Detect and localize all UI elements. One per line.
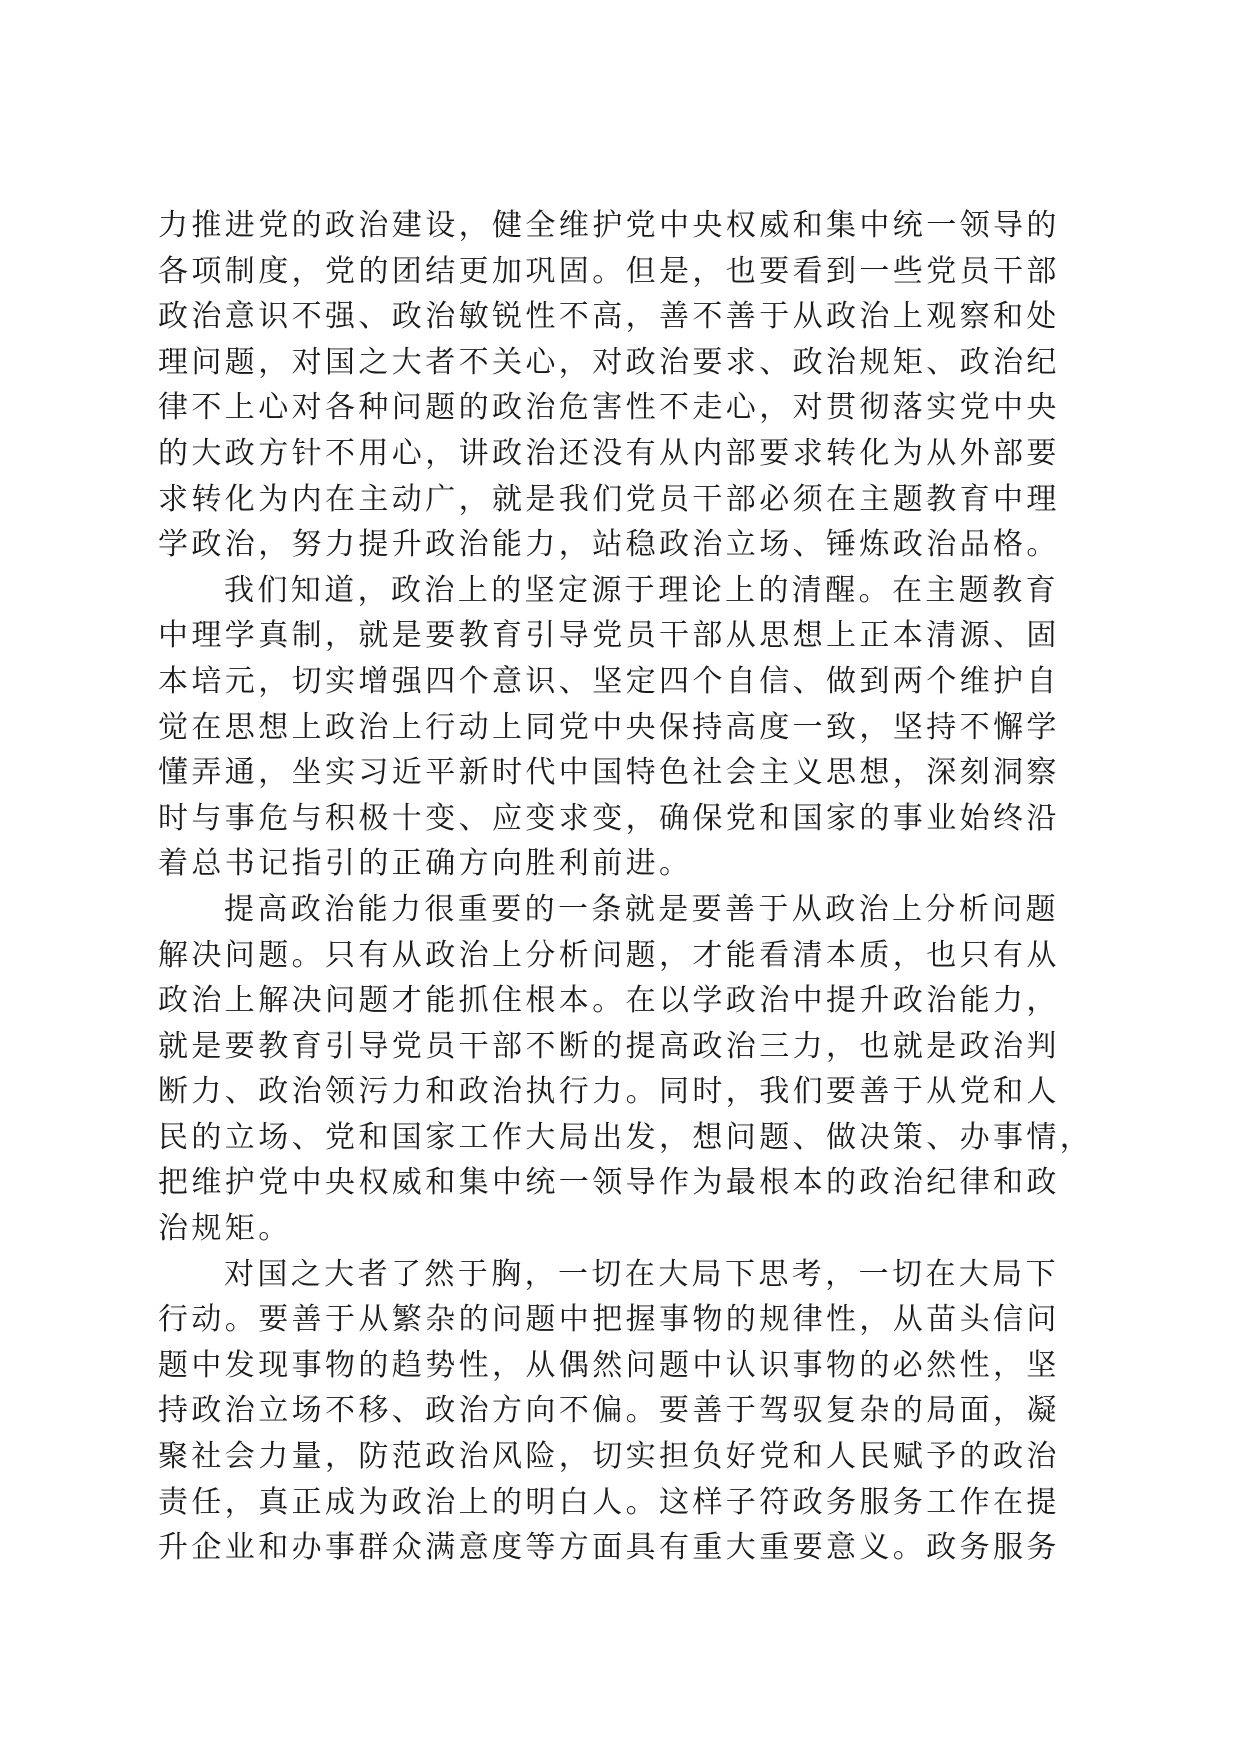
text-line: 行动。要善于从繁杂的问题中把握事物的规律性，从苗头信问 (158, 1302, 1060, 1338)
text-line: 聚社会力量，防范政治风险，切实担负好党和人民赋予的政治 (158, 1439, 1060, 1475)
text-line: 持政治立场不移、政治方向不偏。要善于驾驭复杂的局面，凝 (158, 1393, 1060, 1429)
text-line: 政治上解决问题才能抓住根本。在以学政治中提升政治能力， (158, 983, 1060, 1019)
text-line: 律不上心对各种问题的政治危害性不走心，对贯彻落实党中央 (158, 390, 1060, 426)
text-line: 各项制度，党的团结更加巩固。但是，也要看到一些党员干部 (158, 253, 1060, 289)
text-line: 的大政方针不用心，讲政治还没有从内部要求转化为从外部要 (158, 435, 1060, 471)
paragraph-1 (158, 203, 1084, 568)
text-line: 理问题，对国之大者不关心，对政治要求、政治规矩、政治纪 (158, 344, 1060, 380)
text-line: 题中发现事物的趋势性，从偶然问题中认识事物的必然性，坚 (158, 1347, 1060, 1383)
text-line: 断力、政治领污力和政治执行力。同时，我们要善于从党和人 (158, 1074, 1060, 1110)
text-line: 把维护党中央权威和集中统一领导作为最根本的政治纪律和政 (158, 1165, 1060, 1201)
paragraph-4 (158, 1252, 1084, 1571)
text-line: 民的立场、党和国家工作大局出发，想问题、做决策、办事情， (158, 1119, 1094, 1155)
paragraph-3 (158, 887, 1094, 1252)
text-line: 觉在思想上政治上行动上同党中央保持高度一致，坚持不懈学 (158, 709, 1060, 745)
text-line: 政治意识不强、政治敏锐性不高，善不善于从政治上观察和处 (158, 299, 1060, 335)
document-page (158, 203, 1094, 1571)
text-line: 治规矩。 (158, 1211, 292, 1247)
text-line: 求转化为内在主动广，就是我们党员干部必须在主题教育中理 (158, 481, 1060, 517)
text-line: 本培元，切实增强四个意识、坚定四个自信、做到两个维护自 (158, 663, 1060, 699)
text-line: 就是要教育引导党员干部不断的提高政治三力，也就是政治判 (158, 1028, 1060, 1064)
text-line: 升企业和办事群众满意度等方面具有重大重要意义。政务服务 (158, 1530, 1060, 1566)
text-line: 懂弄通，坐实习近平新时代中国特色社会主义思想，深刻洞察 (158, 755, 1060, 791)
text-line: 力推进党的政治建设，健全维护党中央权威和集中统一领导的 (158, 208, 1060, 243)
text-line: 提高政治能力很重要的一条就是要善于从政治上分析问题 (224, 891, 1059, 927)
text-line: 时与事危与积极十变、应变求变，确保党和国家的事业始终沿 (158, 800, 1060, 836)
text-line: 责任，真正成为政治上的明白人。这样子符政务服务工作在提 (158, 1484, 1060, 1520)
text-line: 学政治，努力提升政治能力，站稳政治立场、锤炼政治品格。 (158, 527, 1060, 563)
text-line: 对国之大者了然于胸，一切在大局下思考，一切在大局下 (224, 1256, 1059, 1292)
text-line: 中理学真制，就是要教育引导党员干部从思想上正本清源、固 (158, 618, 1060, 654)
paragraph-2 (158, 568, 1084, 887)
text-line: 解决问题。只有从政治上分析问题，才能看清本质，也只有从 (158, 937, 1060, 973)
text-line: 我们知道，政治上的坚定源于理论上的清醒。在主题教育 (224, 572, 1059, 608)
text-line: 着总书记指引的正确方向胜利前进。 (158, 846, 693, 882)
